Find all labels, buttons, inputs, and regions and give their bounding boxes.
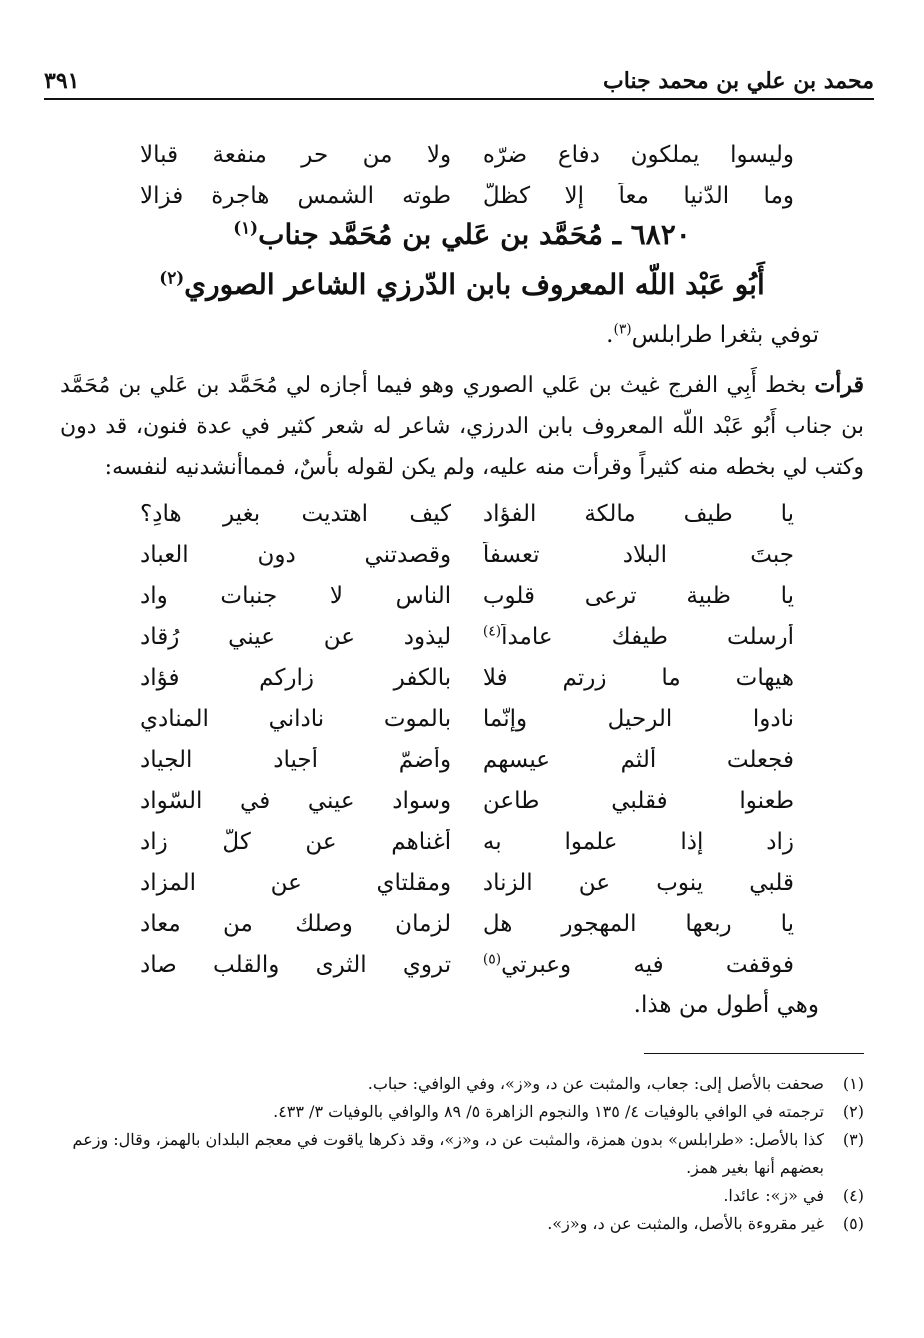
couplet <box>70 493 864 534</box>
hemistich-first: يا ظبية ترعى قلوب <box>482 582 794 609</box>
entry-kunya-text: أَبُو عَبْد اللّه المعروف بابن الدّرزي الشاعر الصوري <box>184 268 765 301</box>
footnote <box>60 1098 864 1126</box>
hemistich-second: ولا من حر منفعة قبالا <box>140 141 452 168</box>
page-number: ٣٩١ <box>44 68 80 94</box>
death-text: توفي بثغرا طرابلس <box>631 322 819 348</box>
hemistich-first: هيهات ما زرتم فلا <box>482 664 794 691</box>
couplet <box>70 175 864 216</box>
hemistich-second: ليذود عن عيني رُقاد <box>140 623 452 650</box>
footnote-text: ترجمته في الوافي بالوفيات ٤/ ١٣٥ والنجوم الزاهرة ٥/ ٨٩ والوافي بالوفيات ٣/ ٤٣٣. <box>273 1102 824 1121</box>
footnote-ref[interactable]: (٢) <box>159 267 185 288</box>
couplet <box>70 944 864 985</box>
hemistich-first: زاد إذا علموا به <box>482 828 794 855</box>
entry-heading-text: ٦٨٢٠ ـ مُحَمَّد بن عَلي بن مُحَمَّد جناب <box>258 218 691 251</box>
hemistich-first: جبتَ البلاد تعسفاً <box>482 541 794 568</box>
footnote <box>60 1070 864 1098</box>
paragraph-lead: قرأت <box>814 372 864 398</box>
entry-heading <box>0 218 924 251</box>
hemistich-first: نادوا الرحيل وإنّما <box>482 705 794 732</box>
footnote-text: كذا بالأصل: «طرابلس» بدون همزة، والمثبت عن د، و«ز»، وقد ذكرها ياقوت في معجم البلدان بالهمز، وقال: وزعم بعضهم أنها بغير همز. <box>72 1130 824 1177</box>
hemistich-second: وسواد عيني في السّواد <box>140 787 452 814</box>
hemistich-second: بالكفر زاركم فؤاد <box>140 664 452 691</box>
hemistich-first: وما الدّنيا معاً إلا كظلّ <box>482 182 794 209</box>
hemistich-second: ومقلتاي عن المزاد <box>140 869 452 896</box>
footnote-number: (٥) <box>842 1214 864 1233</box>
hemistich-second: لزمان وصلك من معاد <box>140 910 452 937</box>
closing-line: وهي أطول من هذا. <box>633 992 819 1018</box>
couplet <box>70 739 864 780</box>
entry-kunya <box>0 268 924 301</box>
hemistich-first <box>483 624 864 650</box>
hemistich-second: تروي الثرى والقلب صاد <box>140 951 452 978</box>
death-end: . <box>606 322 614 348</box>
hemistich-second: أغناهم عن كلّ زاد <box>140 828 452 855</box>
hemistich-first: طعنوا فقلبي طاعن <box>482 787 794 814</box>
hemistich-second: وأضمّ أجياد الجياد <box>140 746 452 773</box>
footnote <box>60 1210 864 1238</box>
footnote-number: (٤) <box>842 1186 864 1205</box>
poem <box>70 493 864 985</box>
hemistich-first: يا ربعها المهجور هل <box>482 910 794 937</box>
hemistich-first: يا طيف مالكة الفؤاد <box>482 500 794 527</box>
couplet <box>70 616 864 657</box>
couplet <box>70 698 864 739</box>
body-paragraph <box>60 365 864 488</box>
footnotes <box>60 1070 864 1238</box>
death-line <box>606 322 819 348</box>
running-title: محمد بن علي بن محمد جناب <box>603 68 874 94</box>
hemistich-text: فوقفت فيه وعبرتي <box>501 951 794 978</box>
hemistich-second: وقصدتني دون العباد <box>140 541 452 568</box>
couplet <box>70 862 864 903</box>
hemistich-first: وليسوا يملكون دفاع ضرّه <box>482 141 794 168</box>
couplet <box>70 575 864 616</box>
footnote-text: غير مقروءة بالأصل، والمثبت عن د، و«ز». <box>547 1214 824 1233</box>
couplet <box>70 821 864 862</box>
footnote-divider <box>644 1053 864 1054</box>
hemistich-second: طوته الشمس هاجرة فزالا <box>140 182 452 209</box>
hemistich-second: كيف اهتديت بغير هادِ؟ <box>140 500 452 527</box>
hemistich-first: قلبي ينوب عن الزناد <box>482 869 794 896</box>
footnote-number: (٢) <box>842 1102 864 1121</box>
footnote-text: في «ز»: عائدا. <box>723 1186 824 1205</box>
footnote-number: (٣) <box>842 1130 864 1149</box>
running-header <box>44 58 874 100</box>
hemistich-second: بالموت ناداني المنادي <box>140 705 452 732</box>
couplet <box>70 903 864 944</box>
footnote-ref[interactable]: (٥) <box>482 951 502 967</box>
hemistich-text: أرسلت طيفك عامداً <box>501 623 794 650</box>
footnote-ref[interactable]: (٤) <box>482 623 502 639</box>
footnote-ref[interactable]: (١) <box>233 217 259 238</box>
footnote-number: (١) <box>842 1074 864 1093</box>
couplet <box>70 134 864 175</box>
hemistich-second: الناس لا جنبات واد <box>140 582 452 609</box>
hemistich-first <box>483 952 864 978</box>
footnote <box>60 1182 864 1210</box>
footnote-ref[interactable]: (٣) <box>613 321 632 338</box>
footnote-text: صحفت بالأصل إلى: جعاب، والمثبت عن د، و«ز»، وفي الوافي: حباب. <box>367 1074 824 1093</box>
couplet <box>70 657 864 698</box>
footnote <box>60 1126 864 1182</box>
couplet <box>70 780 864 821</box>
opening-couplets <box>70 134 864 216</box>
paragraph-text: بخط أَبِي الفرج غيث بن عَلي الصوري وهو فيما أجازه لي مُحَمَّد بن عَلي بن مُحَمَّد بن جناب أَبُو عَبْد اللّه المعروف بابن الدرزي، شاعر له شعر كثير في عدة فنون، قد دون وكتب لي بخطه منه كثيراً وقرأت منه عليه، ولم يكن لقوله بأسٌ، فمماأنشدنيه لنفسه: <box>60 373 864 480</box>
hemistich-first: فجعلت ألثم عيسهم <box>482 746 794 773</box>
couplet <box>70 534 864 575</box>
